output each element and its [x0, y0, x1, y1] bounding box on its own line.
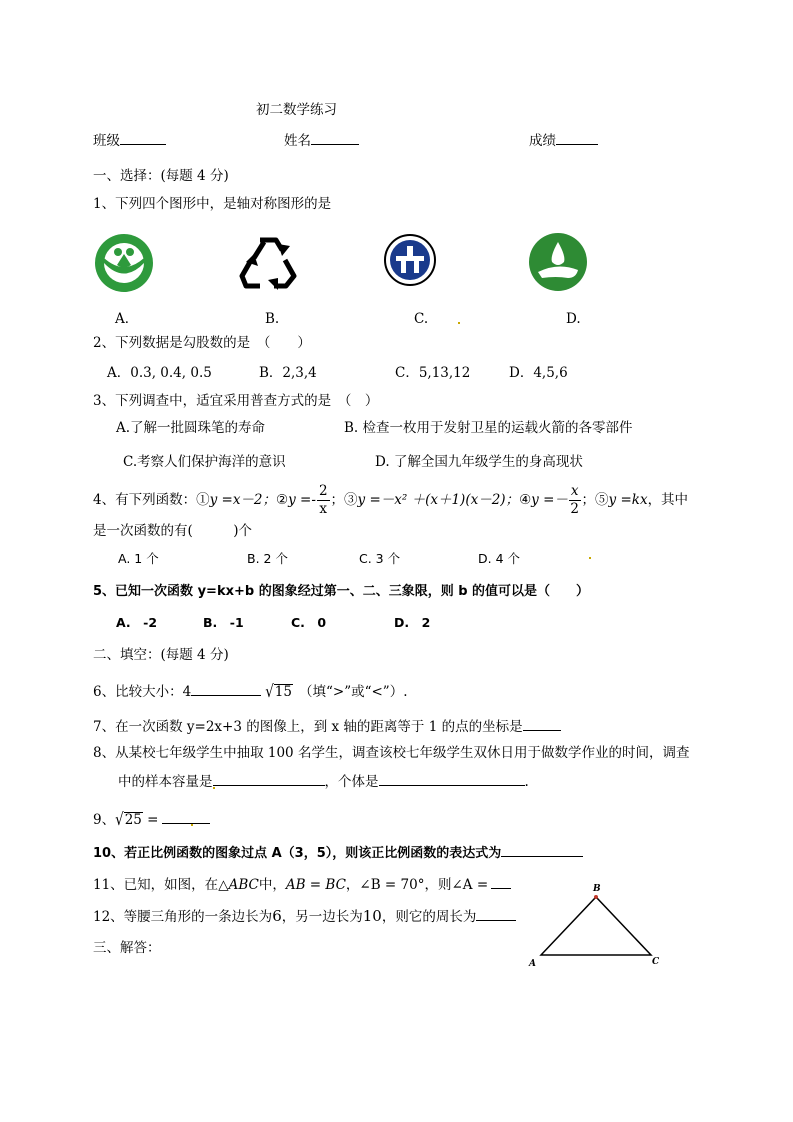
q4-option-d: D. 4 个	[478, 551, 520, 566]
q8-line1: 8、从某校七年级学生中抽取 100 名学生，调查该校七年级学生双休日用于做数学作业的时间，调查	[93, 745, 690, 761]
q8-text-a: 中的样本容量是	[118, 774, 213, 790]
name-blank[interactable]	[311, 143, 359, 145]
yellow-mark	[191, 824, 193, 826]
q2-option-c: C．5,13,12	[395, 365, 471, 381]
q2-option-b: B．2,3,4	[259, 365, 317, 381]
q5-option-c: C. 0	[291, 615, 327, 630]
triangle-abc	[541, 897, 651, 955]
q4-f4-num: x	[569, 485, 581, 502]
q4-f4-fraction	[569, 482, 581, 517]
q4-f4-tail: ；	[581, 492, 596, 508]
q4-f1-mark: ①	[196, 492, 210, 508]
q4-line2: 是一次函数的有( )个	[93, 523, 253, 539]
q12-text1: 12、等腰三角形的一条边长为	[93, 909, 273, 925]
q9-blank[interactable]	[162, 822, 210, 824]
score-label: 成绩	[529, 133, 556, 149]
q7-text: 7、在一次函数 y=2x+3 的图像上，到 x 轴的距离等于 1 的点的坐标是	[93, 719, 523, 735]
q4-f3-mark: ③	[344, 492, 358, 508]
q9-prefix: 9、	[93, 812, 116, 828]
q6	[93, 681, 408, 702]
q6-text: 6、比较大小：4	[93, 684, 192, 700]
label-a: A	[529, 959, 536, 969]
q11-eq1: AB = BC	[285, 877, 346, 893]
q4-f2-fraction	[317, 482, 330, 517]
q6-tail: （填“>”或“<”）.	[298, 684, 408, 700]
q8-text-b: ，个体是	[324, 774, 379, 790]
q8-line2	[118, 774, 529, 790]
q4-f4-den: 2	[570, 501, 580, 517]
q6-sqrt: √15	[265, 681, 292, 702]
q4-option-a: A. 1 个	[118, 551, 159, 566]
q11-ask: ∠A =	[451, 877, 489, 893]
q8-blank-sample[interactable]	[213, 784, 325, 786]
q3-option-a: A.了解一批圆珠笔的寿命	[116, 420, 266, 436]
vertex-b-dot	[594, 895, 598, 899]
q12-n2: 10	[362, 907, 382, 925]
q9-radicand: 25	[124, 812, 142, 828]
q7	[93, 719, 561, 735]
q4-f5: y =kx	[608, 492, 648, 508]
q1-label-d: D.	[566, 311, 581, 327]
q4-prefix: 4、有下列函数：	[93, 492, 197, 508]
q10	[93, 846, 583, 862]
yellow-mark	[458, 322, 460, 324]
yellow-mark	[213, 787, 215, 789]
triangle-figure	[526, 880, 666, 970]
q11-prefix: 11、已知，如图，在	[93, 877, 219, 893]
q4-f2-den: x	[319, 501, 328, 517]
q4-f4-mark: ④	[519, 492, 532, 508]
q9-eq: =	[142, 812, 159, 828]
page-title: 初二数学练习	[256, 102, 337, 118]
label-b: B	[593, 884, 601, 894]
q11-tri: △ABC	[218, 877, 259, 893]
green-food-logo-icon	[93, 232, 155, 294]
q12-text3: ，则它的周长为	[381, 909, 477, 925]
q3-option-c: C.考察人们保护海洋的意识	[123, 454, 286, 470]
yellow-mark	[589, 557, 591, 559]
circle-emblem-icon	[383, 232, 437, 288]
class-field	[93, 133, 166, 149]
q4-suffix: ，其中	[647, 492, 689, 508]
q8-blank-individual[interactable]	[379, 784, 525, 786]
q1-label-c: C.	[414, 311, 429, 327]
q5-option-a: A. -2	[116, 615, 158, 630]
q12-n1: 6	[272, 907, 282, 925]
q4-f3: y =－x² ＋(x＋1)(x－2)；	[357, 492, 520, 508]
recycle-icon	[238, 232, 298, 290]
q4-f2-lhs: y =-	[288, 492, 316, 508]
section3-heading: 三、解答：	[93, 940, 161, 956]
q10-text: 10、若正比例函数的图象过点 A（3，5），则该正比例函数的表达式为	[93, 846, 502, 861]
q2-text: 2、下列数据是勾股数的是 （ ）	[93, 335, 311, 351]
q2-option-d: D．4,5,6	[509, 365, 568, 381]
q11-angle: ∠B = 70°	[359, 877, 425, 893]
q10-blank[interactable]	[501, 855, 583, 857]
q1-label-b: B.	[265, 311, 280, 327]
score-field	[529, 133, 598, 149]
class-blank[interactable]	[120, 143, 166, 145]
q9: 9、√25 =	[93, 812, 210, 828]
q5-text: 5、已知一次函数 y=kx+b 的图象经过第一、二、三象限，则 b 的值可以是（ ）	[93, 584, 590, 599]
q4-option-c: C. 3 个	[359, 551, 401, 566]
name-label: 姓名	[284, 133, 311, 149]
q12-blank[interactable]	[476, 919, 516, 921]
q1-text: 1、下列四个图形中，是轴对称图形的是	[93, 196, 332, 212]
q4-f5-mark: ⑤	[595, 492, 609, 508]
q7-blank[interactable]	[523, 729, 561, 731]
q6-radicand: 15	[274, 684, 292, 700]
q4-f2-num: 2	[317, 485, 330, 502]
class-label: 班级	[93, 133, 120, 149]
name-field	[284, 133, 359, 149]
q2-option-a: A．0.3, 0.4, 0.5	[107, 365, 212, 381]
score-blank[interactable]	[556, 143, 598, 145]
q3-text: 3、下列调查中，适宜采用普查方式的是 （ ）	[93, 393, 379, 409]
q3-option-b: B. 检查一枚用于发射卫星的运载火箭的各零部件	[344, 420, 633, 436]
q4-line1	[93, 483, 688, 517]
q12-text2: ，另一边长为	[281, 909, 363, 925]
q11-sep: ，	[345, 877, 360, 893]
q6-blank[interactable]	[191, 694, 261, 696]
q4-f2-mark: ②	[276, 492, 289, 508]
q11	[93, 877, 511, 893]
q4-f1: y =x－2；	[209, 492, 277, 508]
q12	[93, 907, 516, 925]
q5-option-d: D. 2	[394, 615, 431, 630]
q11-then: ，则	[424, 877, 452, 893]
section2-heading: 二、填空：(每题 4 分)	[93, 647, 229, 663]
q3-option-d: D. 了解全国九年级学生的身高现状	[375, 454, 583, 470]
q8-text-c: .	[524, 774, 529, 790]
q4-f4-lhs: y =－	[531, 492, 568, 508]
water-drop-logo-icon	[528, 232, 588, 292]
q1-label-a: A．	[115, 311, 139, 327]
q4-f2-tail: ；	[330, 492, 345, 508]
q11-blank[interactable]	[491, 887, 511, 889]
label-c: C	[652, 957, 660, 967]
q11-mid: 中，	[258, 877, 286, 893]
q4-option-b: B. 2 个	[247, 551, 288, 566]
section1-heading: 一、选择：(每题 4 分)	[93, 168, 229, 184]
q5-option-b: B. -1	[203, 615, 244, 630]
